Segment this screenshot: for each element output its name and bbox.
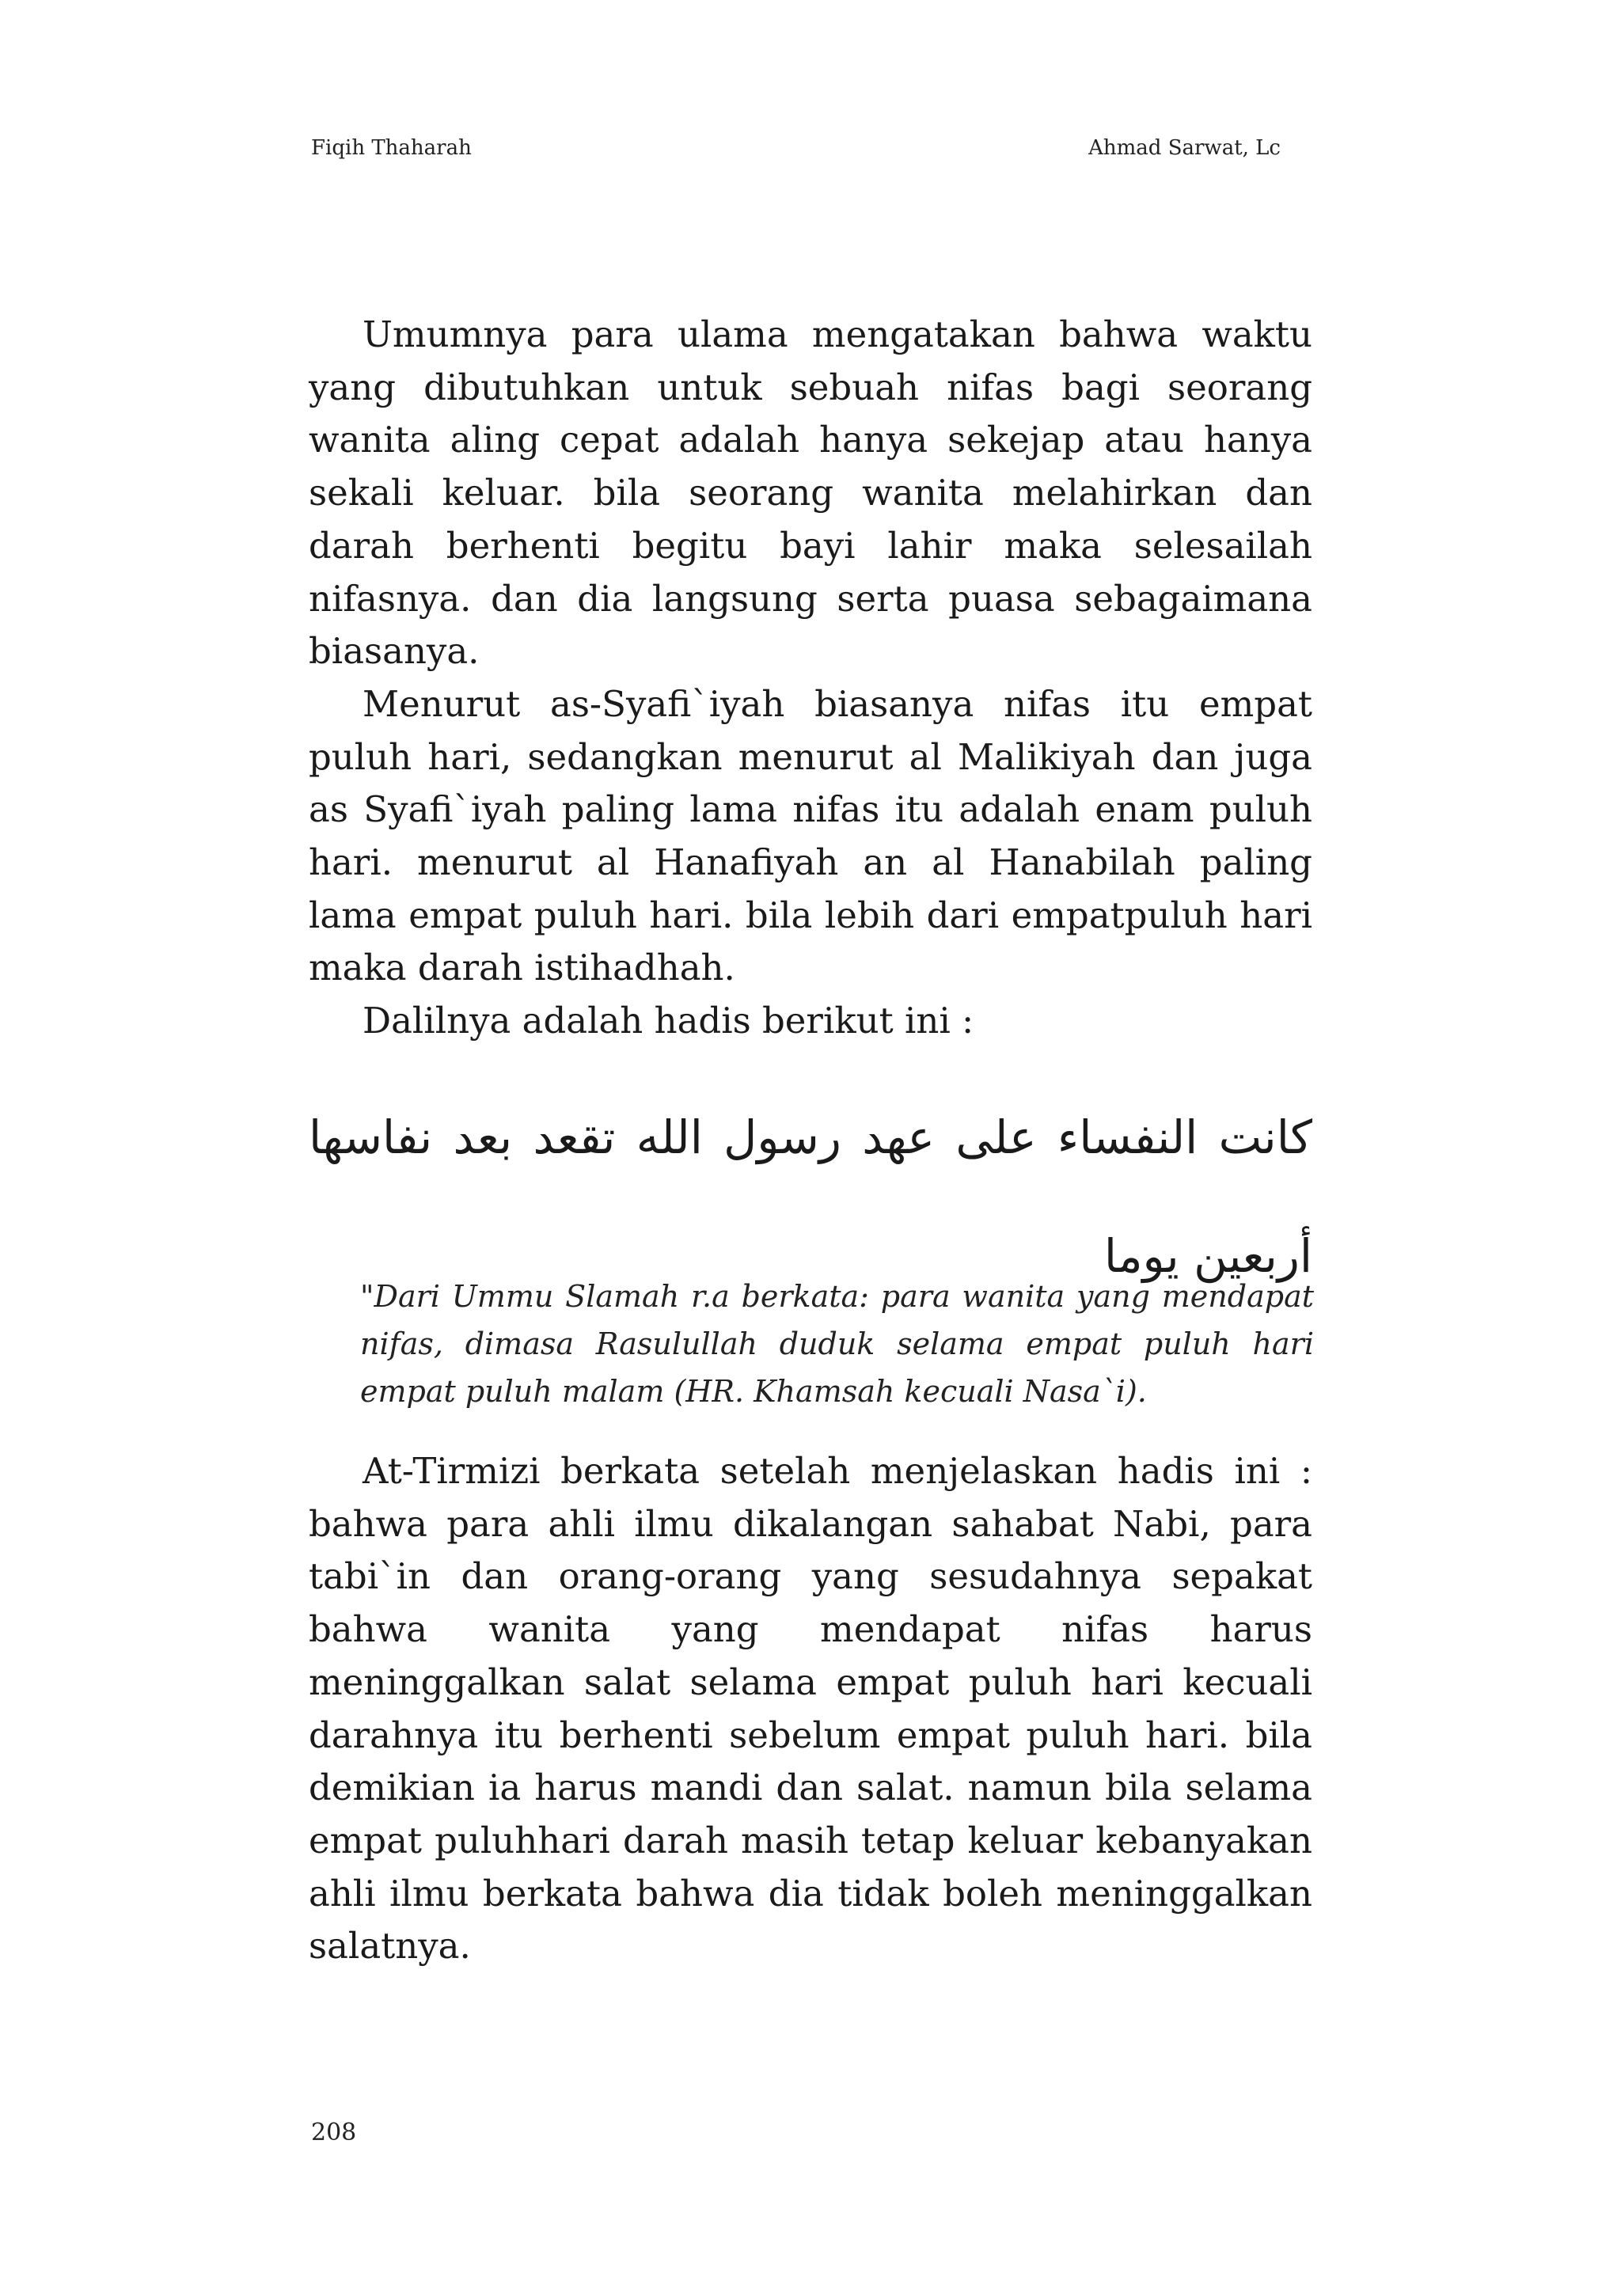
author-name: Ahmad Sarwat, Lc — [1088, 136, 1281, 160]
paragraph: Umumnya para ulama mengatakan bahwa waktu yang dibutuhkan untuk sebuah nifas bagi seorang wanita aling cepat adalah hanya sekejap atau hanya sekali keluar. bila seorang wanita melahirkan dan darah berhenti begitu bayi lahir maka selesailah nifasnya. dan dia langsung serta puasa sebagaimana biasanya. — [309, 313, 1312, 673]
paragraph: At-Tirmizi berkata setelah menjelaskan hadis ini : bahwa para ahli ilmu dikalangan sahabat Nabi, para tabi`in dan orang-orang yang sesudahnya sepakat bahwa wanita yang mendapat nifas harus meninggalkan salat selama empat puluh hari kecuali darahnya itu berhenti sebelum empat puluh hari. bila demikian ia harus mandi dan salat. namun bila selama empat puluhhari darah masih tetap keluar kebanyakan ahli ilmu berkata bahwa dia tidak boleh meninggalkan salatnya. — [309, 1450, 1312, 1968]
paragraph: Dalilnya adalah hadis berikut ini : — [363, 1000, 974, 1042]
hadith-arabic-text: كانت النفساء على عهد رسول الله تقعد بعد نفاسها أربعين يوما — [309, 1110, 1312, 1283]
hadith-translation: "Dari Ummu Slamah r.a berkata: para wanita yang mendapat nifas, dimasa Rasulullah duduk selama empat puluh hari empat puluh malam (HR. Khamsah kecuali Nasa`i). — [360, 1279, 1314, 1409]
body-text-bottom — [309, 1445, 1312, 1973]
page-number: 208 — [311, 2119, 357, 2146]
running-header — [0, 136, 1621, 168]
paragraph: Menurut as-Syafi`iyah biasanya nifas itu empat puluh hari, sedangkan menurut al Malikiyah dan juga as Syafi`iyah paling lama nifas itu adalah enam puluh hari. menurut al Hanafiyah an al Hanabilah paling lama empat puluh hari. bila lebih dari empatpuluh hari maka darah istihadhah. — [309, 682, 1312, 989]
body-text-top — [309, 309, 1312, 1048]
book-title: Fiqih Thaharah — [311, 136, 472, 160]
